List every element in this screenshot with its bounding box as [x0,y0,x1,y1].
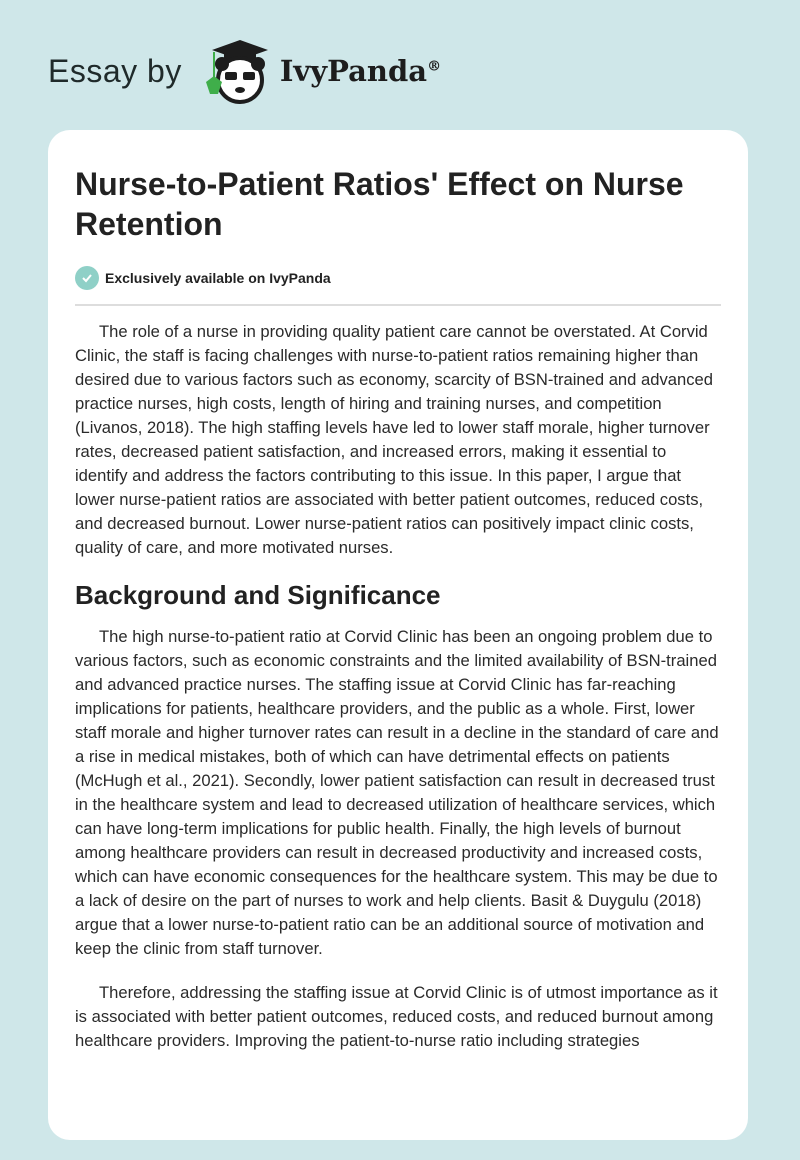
badge-label: Exclusively available on IvyPanda [105,270,331,286]
brand-name: IvyPanda® [279,54,442,88]
site-header [48,36,441,106]
section-heading: Background and Significance [75,580,441,610]
body-paragraph: The high nurse-to-patient ratio at Corvid Clinic has been an ongoing problem due to various factors, such as economic constraints and the limited availability of BSN-trained and advanced practice nurses. The staffing issue at Corvid Clinic has far-reaching implications for patients, healthcare providers, and the public as a whole. First, lower staff morale and higher turnover rates can result in a decline in the standard of care and a rise in medical mistakes, both of which can have detrimental effects on patients (McHugh et al., 2021). Secondly, lower patient satisfaction can result in decreased trust in the healthcare system and lead to decreased utilization of healthcare services, which can have long-term implications for public health. Finally, the high levels of burnout among healthcare providers can result in decreased productivity and increased costs, which can have economic consequences for the healthcare system. This may be due to a lack of desire on the part of nurses to work and help clients. Basit & Duygulu (2018) argue that a lower nurse-to-patient ratio can be an additional source of motivation and keep the clinic from staff turnover. [75,627,719,958]
check-icon [75,266,99,290]
essay-card [48,130,748,1140]
essay-by-label: Essay by [48,52,182,89]
body-paragraph: Therefore, addressing the staffing issue at Corvid Clinic is of utmost importance as it is associated with better patient outcomes, reduced costs, and reduced burnout among healthcare providers. Improving the patient-to-nurse ratio including strategies [75,983,718,1050]
panda-logo-icon[interactable] [202,36,272,106]
exclusive-badge [75,266,721,306]
essay-title: Nurse-to-Patient Ratios' Effect on Nurse Retention [75,166,684,242]
intro-paragraph: The role of a nurse in providing quality patient care cannot be overstated. At Corvid Clinic, the staff is facing challenges with nurse-to-patient ratios remaining higher than desired due to various factors such as economy, scarcity of BSN-trained and advanced practice nurses, high costs, length of hiring and training nurses, and competition (Livanos, 2018). The high staffing levels have led to lower staff morale, higher turnover rates, decreased patient satisfaction, and increased errors, making it essential to identify and address the factors contributing to this issue. In this paper, I argue that lower nurse-patient ratios are associated with better patient outcomes, reduced costs, and decreased burnout. Lower nurse-patient ratios can positively impact clinic costs, quality of care, and more motivated nurses. [75,322,713,557]
